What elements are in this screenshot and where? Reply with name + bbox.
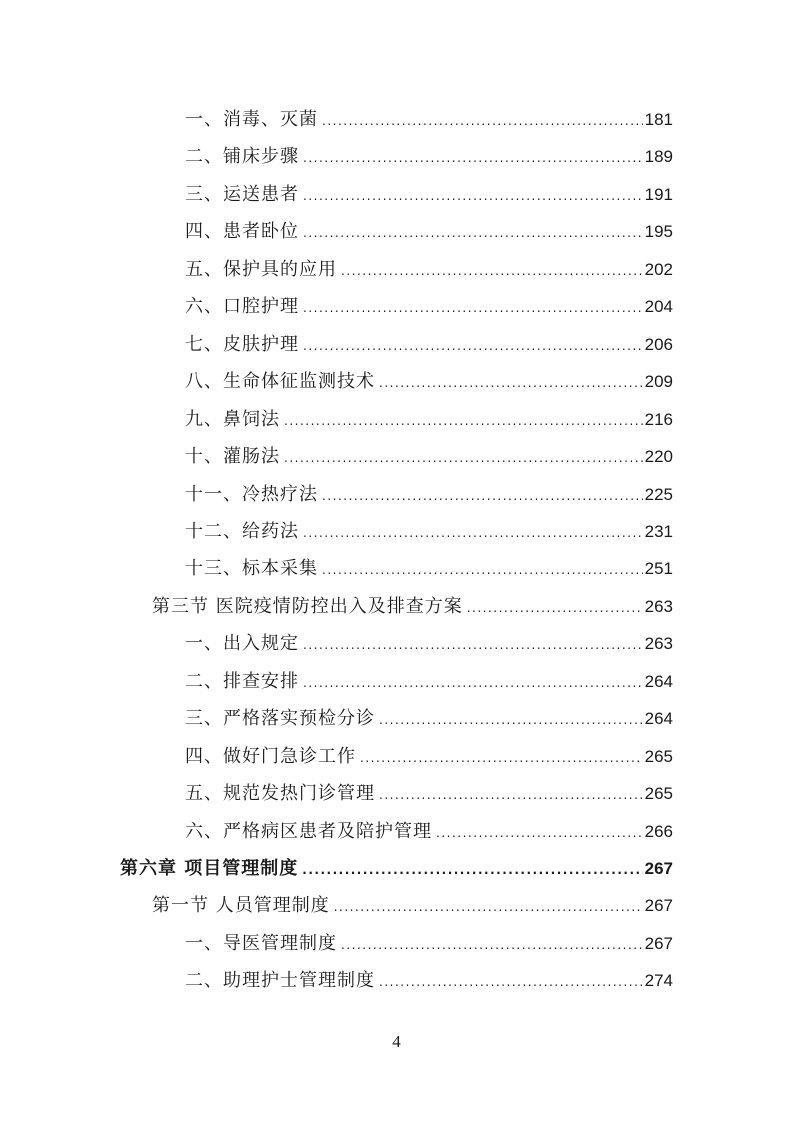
toc-entry-page: 181 [644,110,673,129]
dot-leader [467,593,643,623]
toc-entry-title: 六、严格病区患者及陪护管理 [185,820,432,842]
dot-leader [322,555,643,585]
toc-entry-page: 267 [644,896,673,916]
toc-entry-title: 第一节 人员管理制度 [152,895,330,917]
dot-leader [322,481,643,511]
toc-entry-title: 二、排查安排 [185,670,299,692]
dot-leader [379,780,643,810]
toc-entry-title: 六、口腔护理 [185,296,299,318]
toc-entry[interactable] [185,255,673,285]
toc-entry-title: 第三节 医院疫情防控出入及排查方案 [152,595,463,617]
dot-leader [302,855,642,885]
toc-entry-page: 274 [644,971,673,991]
toc-entry-title: 十、灌肠法 [185,446,280,468]
dot-leader [379,967,643,997]
toc-entry-page: 220 [644,447,673,467]
dot-leader [303,331,643,361]
toc-entry-page: 202 [644,259,673,279]
toc-entry[interactable] [185,817,673,847]
toc-entry-page: 266 [644,821,673,841]
toc-entry-page: 267 [644,933,673,953]
toc-entry[interactable] [120,854,673,884]
toc-entry[interactable] [185,180,673,210]
dot-leader [341,256,643,286]
toc-entry[interactable] [185,629,673,659]
toc-entry-page: 189 [644,147,673,167]
dot-leader [284,443,643,473]
dot-leader [284,406,643,436]
toc-entry-title: 四、患者卧位 [185,221,299,243]
toc-entry-title: 十二、给药法 [185,520,299,542]
toc-entry-title: 五、规范发热门诊管理 [185,783,375,805]
toc-entry-page: 195 [644,222,673,242]
toc-entry-title: 七、皮肤护理 [185,333,299,355]
toc-entry[interactable] [185,405,673,435]
dot-leader [303,630,643,660]
toc-entry[interactable] [185,779,673,809]
toc-entry-page: 264 [644,671,673,691]
dot-leader [303,181,643,211]
toc-entry[interactable] [185,105,673,135]
dot-leader [436,818,643,848]
toc-entry-title: 一、导医管理制度 [185,932,337,954]
toc-entry[interactable] [185,704,673,734]
toc-entry[interactable] [185,742,673,772]
toc-entry[interactable] [185,217,673,247]
toc-entry[interactable] [185,142,673,172]
toc-entry-title: 十三、标本采集 [185,558,318,580]
toc-entry-title: 第六章 项目管理制度 [120,858,299,879]
dot-leader [303,218,643,248]
toc-entry[interactable] [185,517,673,547]
toc-entry-title: 四、做好门急诊工作 [185,745,356,767]
dot-leader [379,368,643,398]
dot-leader [379,705,643,735]
toc-entry-page: 206 [644,334,673,354]
toc-entry-page: 209 [644,372,673,392]
toc-entry-page: 264 [644,709,673,729]
toc-entry[interactable] [185,554,673,584]
toc-entry-page: 265 [644,784,673,804]
toc-entry-page: 231 [644,521,673,541]
toc-entry-title: 十一、冷热疗法 [185,483,318,505]
dot-leader [303,518,643,548]
toc-entry-page: 191 [644,184,673,204]
toc-entry-title: 五、保护具的应用 [185,258,337,280]
toc-entry-title: 九、鼻饲法 [185,408,280,430]
toc-entry[interactable] [152,891,673,921]
toc-entry-title: 八、生命体征监测技术 [185,371,375,393]
page-number: 4 [392,1032,401,1051]
toc-entry[interactable] [185,442,673,472]
toc-entry[interactable] [185,667,673,697]
dot-leader [303,143,643,173]
toc-entry-page: 251 [644,559,673,579]
dot-leader [322,106,643,136]
dot-leader [303,293,643,323]
toc-entry-title: 三、严格落实预检分诊 [185,708,375,730]
toc-entry-title: 一、出入规定 [185,633,299,655]
toc-entry-title: 三、运送患者 [185,183,299,205]
toc-entry-page: 267 [644,859,673,878]
toc-entry[interactable] [185,367,673,397]
toc-entry[interactable] [185,966,673,996]
dot-leader [360,743,643,773]
toc-entry-title: 二、铺床步骤 [185,146,299,168]
dot-leader [334,892,643,922]
toc-entry-page: 204 [644,297,673,317]
toc-entry-title: 二、助理护士管理制度 [185,970,375,992]
toc-entry-title: 一、消毒、灭菌 [185,109,318,130]
toc-entry[interactable] [152,592,673,622]
toc-entry[interactable] [185,480,673,510]
toc-entry[interactable] [185,330,673,360]
toc-entry-page: 225 [644,484,673,504]
toc-entry-page: 263 [644,596,673,616]
toc-entry-page: 216 [644,409,673,429]
dot-leader [303,668,643,698]
toc-entry[interactable] [185,929,673,959]
toc-entry-page: 265 [644,746,673,766]
dot-leader [341,930,643,960]
toc-entry-page: 263 [644,634,673,654]
toc-entry[interactable] [185,292,673,322]
